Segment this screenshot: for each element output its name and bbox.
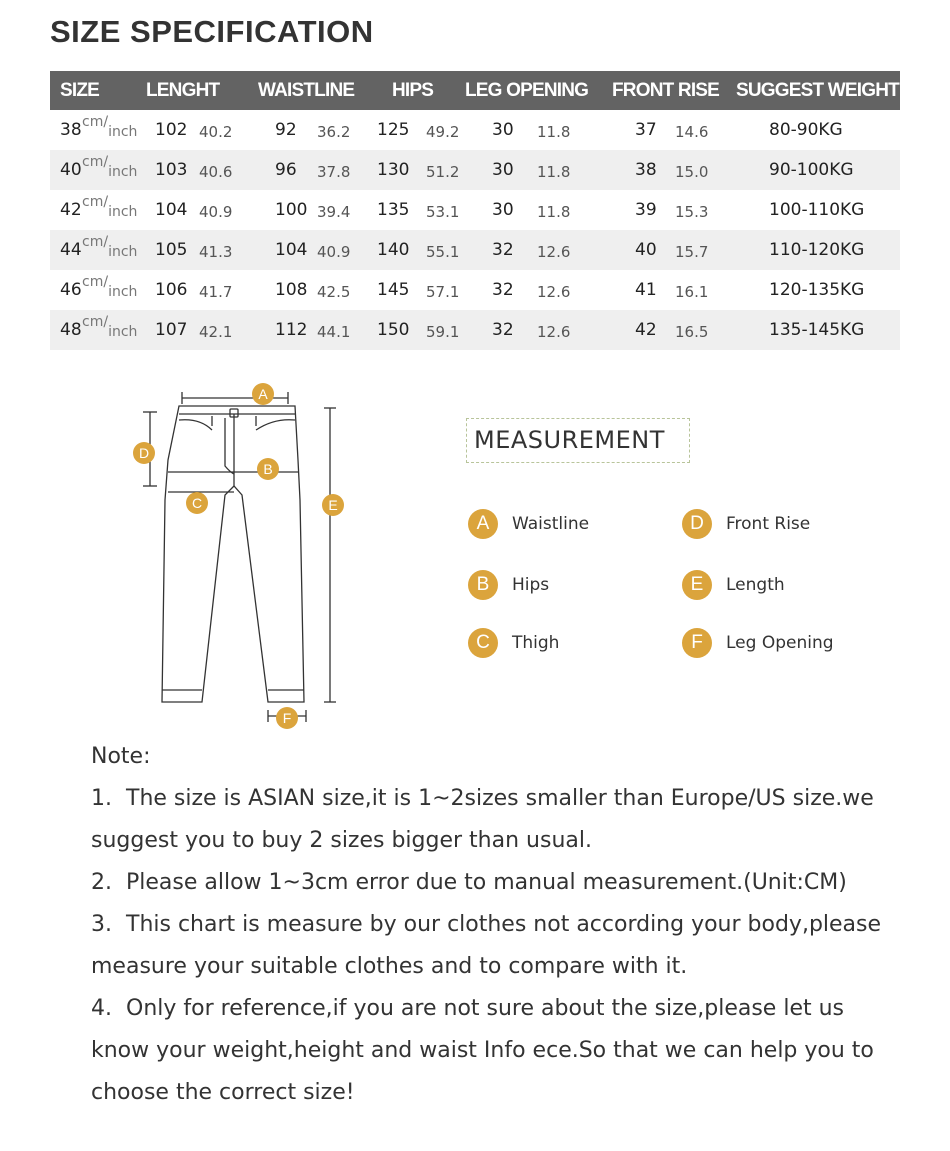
cell-length: 102	[155, 120, 188, 140]
cell-rise: 40	[635, 240, 657, 260]
notes-heading: Note:	[91, 744, 151, 769]
note-number: 2.	[91, 870, 112, 895]
table-row	[50, 270, 900, 310]
note-text: This chart is measure by our clothes not according your body,please	[126, 912, 882, 937]
note-item-4	[91, 988, 891, 1030]
cell-waist: 100	[275, 200, 308, 220]
table-row	[50, 230, 900, 270]
pants-outline-graphic	[130, 380, 360, 730]
cell-leg-in: 11.8	[537, 203, 571, 221]
cell-leg: 30	[492, 200, 514, 220]
unit-cm: cm/	[82, 234, 109, 250]
cell-rise-in: 15.7	[675, 243, 709, 261]
cell-waist-in: 39.4	[317, 203, 351, 221]
cell-weight: 80-90KG	[769, 120, 843, 140]
unit-cm: cm/	[82, 114, 109, 130]
cell-rise: 39	[635, 200, 657, 220]
pants-diagram	[130, 380, 360, 730]
diagram-marker-a: A	[252, 383, 274, 405]
note-number: 3.	[91, 912, 112, 937]
cell-leg-in: 11.8	[537, 123, 571, 141]
cell-rise-in: 16.1	[675, 283, 709, 301]
unit-inch: inch	[108, 284, 138, 300]
unit-inch: inch	[108, 164, 138, 180]
cell-size: 38	[60, 120, 82, 140]
notes-section	[91, 736, 891, 1114]
table-row	[50, 150, 900, 190]
table-row	[50, 310, 900, 350]
cell-weight: 135-145KG	[769, 320, 865, 340]
cell-rise: 41	[635, 280, 657, 300]
note-item-4-cont2: choose the correct size!	[91, 1080, 355, 1105]
cell-waist: 104	[275, 240, 308, 260]
unit-inch: inch	[108, 124, 138, 140]
legend-label: Waistline	[512, 514, 590, 534]
measurement-title: MEASUREMENT	[474, 426, 665, 454]
unit-cm: cm/	[82, 154, 109, 170]
table-body	[50, 110, 900, 350]
legend-label: Hips	[512, 575, 550, 595]
legend-label: Thigh	[512, 633, 560, 653]
cell-length: 105	[155, 240, 188, 260]
cell-hips-in: 49.2	[426, 123, 460, 141]
unit-cm: cm/	[82, 194, 109, 210]
unit-cm: cm/	[82, 314, 109, 330]
note-item-2	[91, 862, 891, 904]
cell-leg-in: 11.8	[537, 163, 571, 181]
diagram-marker-d: D	[133, 442, 155, 464]
cell-length-in: 41.7	[199, 283, 233, 301]
diagram-marker-b: B	[257, 458, 279, 480]
cell-rise: 37	[635, 120, 657, 140]
cell-hips-in: 57.1	[426, 283, 460, 301]
cell-weight: 110-120KG	[769, 240, 865, 260]
col-header-suggest-weight: SUGGEST WEIGHT	[736, 80, 899, 101]
table-header	[50, 71, 900, 110]
cell-rise-in: 14.6	[675, 123, 709, 141]
cell-waist: 92	[275, 120, 297, 140]
cell-length-in: 40.9	[199, 203, 233, 221]
cell-hips: 130	[377, 160, 410, 180]
cell-rise: 38	[635, 160, 657, 180]
cell-length-in: 40.6	[199, 163, 233, 181]
legend-label: Leg Opening	[726, 633, 834, 653]
cell-waist-in: 37.8	[317, 163, 351, 181]
cell-waist: 112	[275, 320, 308, 340]
col-header-front-rise: FRONT RISE	[612, 80, 720, 101]
unit-inch: inch	[108, 204, 138, 220]
cell-weight: 90-100KG	[769, 160, 854, 180]
unit-label	[82, 314, 138, 340]
cell-hips-in: 51.2	[426, 163, 460, 181]
cell-leg-in: 12.6	[537, 283, 571, 301]
cell-size: 48	[60, 320, 82, 340]
unit-cm: cm/	[82, 274, 109, 290]
col-header-hips: HIPS	[392, 80, 434, 101]
unit-label	[82, 114, 138, 140]
cell-rise-in: 16.5	[675, 323, 709, 341]
note-text: Please allow 1~3cm error due to manual measurement.(Unit:CM)	[126, 870, 847, 895]
cell-hips-in: 55.1	[426, 243, 460, 261]
cell-hips: 140	[377, 240, 410, 260]
cell-waist-in: 42.5	[317, 283, 351, 301]
cell-leg-in: 12.6	[537, 323, 571, 341]
cell-leg: 30	[492, 160, 514, 180]
legend-badge: F	[682, 628, 712, 658]
note-item-1-cont: suggest you to buy 2 sizes bigger than usual.	[91, 828, 592, 853]
cell-hips-in: 53.1	[426, 203, 460, 221]
unit-inch: inch	[108, 244, 138, 260]
cell-hips: 145	[377, 280, 410, 300]
col-header-leg-opening: LEG OPENING	[465, 80, 589, 101]
note-number: 4.	[91, 996, 112, 1021]
note-text: The size is ASIAN size,it is 1~2sizes smaller than Europe/US size.we	[126, 786, 874, 811]
note-item-1	[91, 778, 891, 820]
page-title: SIZE SPECIFICATION	[50, 14, 374, 49]
cell-length-in: 41.3	[199, 243, 233, 261]
cell-leg-in: 12.6	[537, 243, 571, 261]
cell-length: 106	[155, 280, 188, 300]
unit-label	[82, 154, 138, 180]
diagram-marker-e: E	[322, 494, 344, 516]
cell-length: 107	[155, 320, 188, 340]
unit-label	[82, 194, 138, 220]
legend-label: Front Rise	[726, 514, 811, 534]
table-row	[50, 190, 900, 230]
cell-hips: 125	[377, 120, 410, 140]
unit-inch: inch	[108, 324, 138, 340]
col-header-size: SIZE	[60, 80, 100, 101]
cell-hips: 150	[377, 320, 410, 340]
cell-waist: 96	[275, 160, 297, 180]
unit-label	[82, 274, 138, 300]
legend-badge: A	[468, 509, 498, 539]
legend-badge: D	[682, 509, 712, 539]
cell-leg: 30	[492, 120, 514, 140]
unit-label	[82, 234, 138, 260]
cell-waist: 108	[275, 280, 308, 300]
cell-leg: 32	[492, 240, 514, 260]
legend-badge: E	[682, 570, 712, 600]
cell-waist-in: 36.2	[317, 123, 351, 141]
cell-rise: 42	[635, 320, 657, 340]
cell-size: 42	[60, 200, 82, 220]
table-row	[50, 110, 900, 150]
cell-rise-in: 15.0	[675, 163, 709, 181]
note-item-3	[91, 904, 891, 946]
legend-badge: B	[468, 570, 498, 600]
cell-waist-in: 44.1	[317, 323, 351, 341]
note-text: Only for reference,if you are not sure about the size,please let us	[126, 996, 844, 1021]
cell-length-in: 40.2	[199, 123, 233, 141]
cell-hips-in: 59.1	[426, 323, 460, 341]
cell-hips: 135	[377, 200, 410, 220]
cell-size: 44	[60, 240, 82, 260]
cell-rise-in: 15.3	[675, 203, 709, 221]
cell-weight: 120-135KG	[769, 280, 865, 300]
col-header-waistline: WAISTLINE	[258, 80, 355, 101]
legend-badge: C	[468, 628, 498, 658]
diagram-marker-c: C	[186, 492, 208, 514]
cell-length: 104	[155, 200, 188, 220]
cell-length-in: 42.1	[199, 323, 233, 341]
diagram-marker-f: F	[276, 707, 298, 729]
cell-waist-in: 40.9	[317, 243, 351, 261]
note-number: 1.	[91, 786, 112, 811]
cell-length: 103	[155, 160, 188, 180]
cell-weight: 100-110KG	[769, 200, 865, 220]
legend-label: Length	[726, 575, 785, 595]
note-item-3-cont: measure your suitable clothes and to compare with it.	[91, 954, 688, 979]
size-table	[50, 71, 900, 350]
col-header-length: LENGHT	[146, 80, 220, 101]
cell-size: 40	[60, 160, 82, 180]
cell-size: 46	[60, 280, 82, 300]
cell-leg: 32	[492, 280, 514, 300]
cell-leg: 32	[492, 320, 514, 340]
note-item-4-cont: know your weight,height and waist Info ece.So that we can help you to	[91, 1038, 874, 1063]
